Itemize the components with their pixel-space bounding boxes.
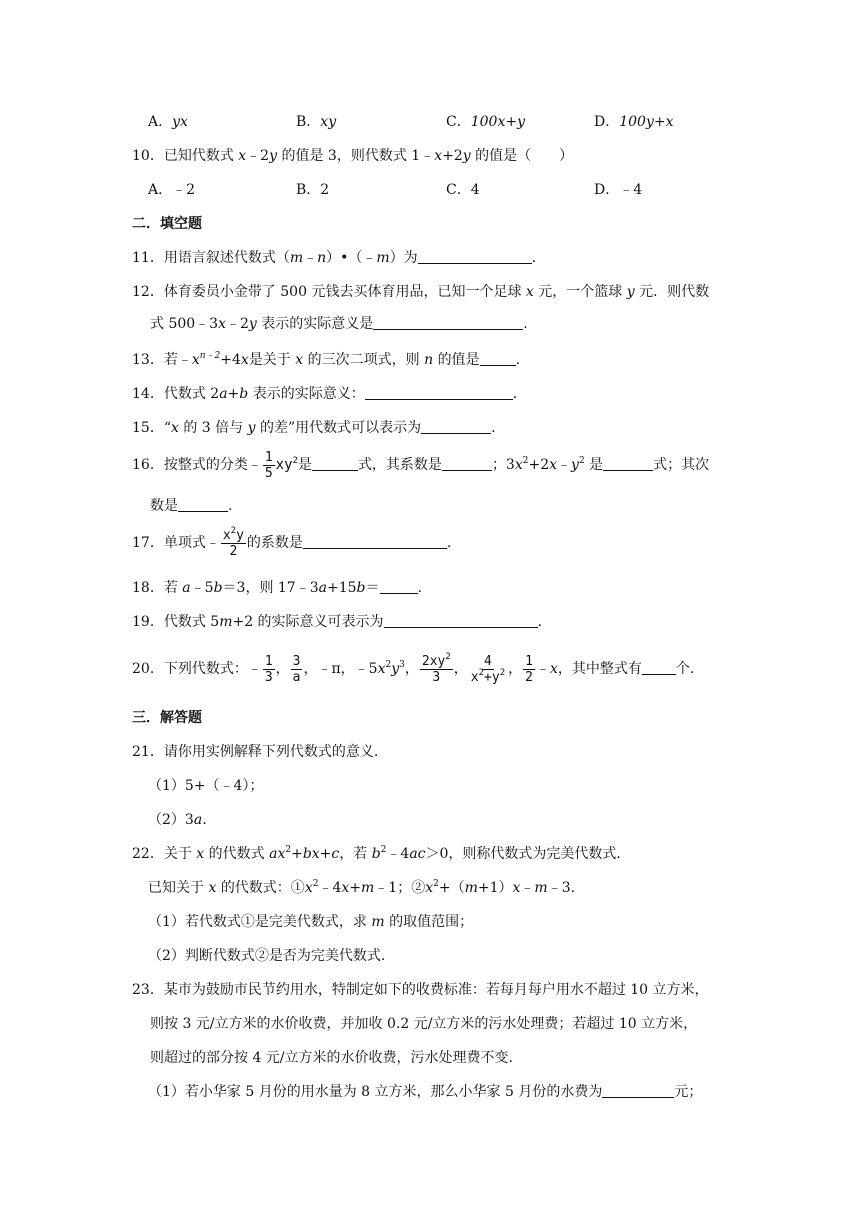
option-label: D． [594, 114, 620, 130]
question-12: 12．体育委员小金带了 500 元钱去买体育用品，已知一个足球 x 元，一个篮球 y 元．则代数 [132, 284, 710, 300]
question-12-cont: 式 500﹣3x﹣2y 表示的实际意义是 . [150, 316, 528, 332]
option-a: A．﹣2 [148, 182, 196, 198]
option-label: B． [296, 114, 321, 130]
answer-blank[interactable] [365, 385, 513, 400]
option-value: 100y+x [619, 114, 674, 130]
question-22: 22．关于 x 的代数式 $ax^2+bx+c$，若 $b^2﹣4ac>0$，则称代数式为完美代数式. [132, 845, 621, 862]
fraction-2xy2-3: $\frac{2xy^2}{3}$ [421, 651, 451, 685]
option-value: xy [320, 114, 337, 130]
question-18: 18．若 a﹣5b＝3，则 17﹣3a+15b＝ . [132, 580, 422, 596]
answer-blank[interactable] [373, 315, 523, 330]
answer-blank[interactable] [442, 456, 492, 471]
question-20: 20．下列代数式：﹣ $\frac{1}{3}$ ， $\frac{3}{a}$ ，﹣π，$﹣5x^2y^3$， $\frac{2xy^2}{3}$ ， $\frac{4}{x^2+y^2}$ ， $\frac{1}{2}$ ﹣x，其中整式有 个. [132, 651, 695, 685]
question-23-part-1: （1）若小华家 5 月份的用水量为 8 立方米，那么小华家 5 月份的水费为 元； [148, 1084, 703, 1100]
section-heading-fill-in: 二．填空题 [132, 216, 202, 232]
question-21: 21．请你用实例解释下列代数式的意义. [132, 744, 379, 760]
answer-blank[interactable] [380, 579, 418, 594]
answer-blank[interactable] [384, 613, 538, 628]
question-19: 19．代数式 5m+2 的实际意义可表示为 . [132, 614, 543, 630]
answer-blank[interactable] [178, 497, 228, 512]
option-d: D．﹣4 [594, 182, 643, 198]
fraction-x2y-over-2: $\frac{x^2y}{2}$ [222, 525, 244, 559]
fraction-1-2: $\frac{1}{2}$ [525, 653, 533, 685]
answer-blank[interactable] [603, 456, 653, 471]
question-11: 11．用语言叙述代数式（m﹣n）•（﹣m）为 . [132, 250, 537, 266]
question-22-part-1: （1）若代数式①是完美代数式，求 m 的取值范围； [148, 914, 474, 930]
answer-blank[interactable] [480, 351, 516, 366]
question-15: 15．“x 的 3 倍与 y 的差”用代数式可以表示为 . [132, 420, 496, 436]
question-16: 16．按整式的分类﹣ $\frac{1}{5}$ $xy^2$是 式，其系数是 ；$3x^2+2x﹣y^2$ 是 式；其次 [132, 449, 710, 481]
question-17: 17．单项式﹣ $\frac{x^2y}{2}$ 的系数是 . [132, 525, 452, 559]
question-21-part-1: （1）5+（﹣4）； [148, 778, 264, 794]
question-23: 23．某市为鼓励市民节约用水，特制定如下的收费标准：若每月每户用水不超过 10 立方米， [132, 982, 709, 998]
option-value: yx [172, 114, 188, 130]
option-c: C．4 [446, 182, 480, 198]
question-22-given: 已知关于 x 的代数式：$①x^2﹣4x+m﹣1$；$②x^2+(m+1)x﹣m﹣3$. [148, 879, 576, 896]
question-21-part-2: （2）3a. [148, 812, 207, 828]
question-14: 14．代数式 2a+b 表示的实际意义： . [132, 386, 518, 402]
answer-blank[interactable] [418, 249, 532, 264]
question-23-line-3: 则超过的部分按 4 元/立方米的水价收费，污水处理费不变. [150, 1050, 513, 1066]
question-23-line-2: 则按 3 元/立方米的水价收费，并加收 0.2 元/立方米的污水处理费；若超过 10 立方米， [150, 1016, 698, 1032]
question-13: 13．若$﹣x^{n﹣2}+4x$是关于 x 的三次二项式，则 n 的值是 . [132, 351, 521, 368]
answer-blank[interactable] [421, 419, 491, 434]
section-heading-solve: 三．解答题 [132, 710, 202, 726]
question-22-part-2: （2）判断代数式②是否为完美代数式. [148, 948, 386, 964]
fraction-4-x2y2: $\frac{4}{x^2+y^2}$ [470, 653, 506, 685]
answer-blank[interactable] [312, 456, 358, 471]
question-10: 10．已知代数式 x﹣2y 的值是 3，则代数式 1﹣x+2y 的值是（ ） [132, 148, 574, 164]
fraction-3-a: $\frac{3}{a}$ [292, 653, 301, 685]
option-b: B．2 [296, 182, 330, 198]
answer-blank[interactable] [303, 534, 447, 549]
fraction-one-fifth: $\frac{1}{5}$ [264, 449, 273, 481]
fraction-1-3: $\frac{1}{3}$ [264, 653, 273, 685]
option-label: C． [446, 114, 471, 130]
answer-blank[interactable] [602, 1083, 674, 1098]
answer-blank[interactable] [642, 660, 676, 675]
option-label: A． [148, 114, 173, 130]
option-value: 100x+y [470, 114, 525, 130]
question-16-cont: 数是 . [150, 498, 233, 514]
